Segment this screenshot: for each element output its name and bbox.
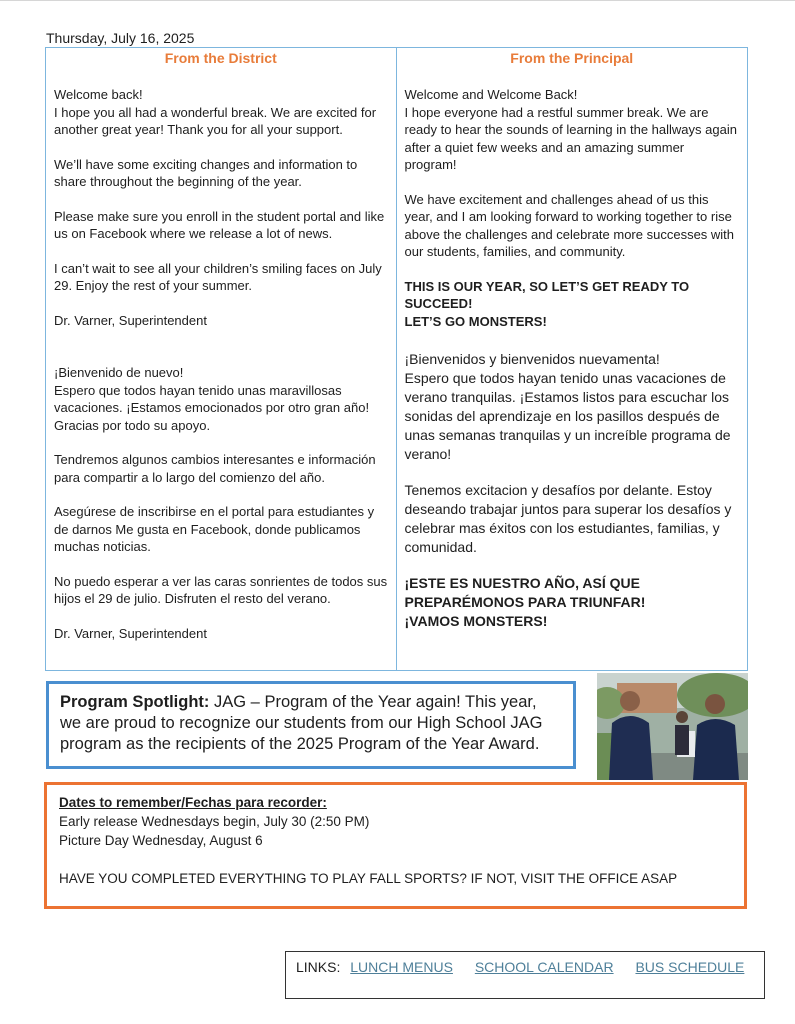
district-es-para: No puedo esperar a ver las caras sonrientes de todos sus hijos el 29 de julio. Disfruten el resto del verano. [54, 573, 388, 606]
program-spotlight [46, 681, 576, 769]
district-es-para: Tendremos algunos cambios interesantes e información para compartir a lo largo del comienzo del año. [54, 452, 376, 485]
top-rule [0, 0, 795, 1]
district-heading: From the District [164, 50, 277, 66]
district-en-para: Please make sure you enroll in the student portal and like us on Facebook where we release a lot of news. [54, 208, 385, 241]
principal-es-para: Tenemos excitacion y desafíos por delante. Estoy deseando trabajar juntos para superar los desafíos y celebrar mas éxitos con los estudiantes, familias, y comunidad. [404, 482, 732, 555]
dates-heading: Dates to remember/Fechas para recorder: [59, 795, 327, 810]
lunch-menus-link[interactable]: LUNCH MENUS [350, 959, 453, 975]
district-signature-en: Dr. Varner, Superintendent [54, 312, 207, 328]
principal-heading: From the Principal [510, 50, 634, 66]
district-es-para: Asegúrese de inscribirse en el portal para estudiantes y de darnos Me gusta en Facebook, donde publicamos muchas noticias. [54, 504, 375, 554]
newsletter-date: Thursday, July 16, 2025 [46, 30, 195, 46]
district-column [46, 48, 397, 670]
principal-column [397, 48, 748, 670]
message-columns [45, 47, 748, 671]
date-item: Early release Wednesdays begin, July 30 (2:50 PM) [59, 814, 370, 829]
district-en-para: Welcome back! I hope you all had a wonderful break. We are excited for another great year! Thank you for all your support. [54, 87, 377, 137]
district-signature-es: Dr. Varner, Superintendent [54, 625, 207, 641]
links-box [285, 951, 765, 999]
principal-motto-en: THIS IS OUR YEAR, SO LET’S GET READY TO SUCCEED! LET’S GO MONSTERS! [404, 278, 690, 329]
district-es-para: ¡Bienvenido de nuevo! Espero que todos hayan tenido unas maravillosas vacaciones. ¡Estamos emocionados por otro gran año! Gracias por todo su apoyo. [54, 365, 370, 433]
principal-es-para: ¡Bienvenidos y bienvenidos nuevamenta! Espero que todos hayan tenido unas vacaciones de verano tranquilas. ¡Estamos listos para escuchar los sonidas del aprendizaje en los pasillos después de unas semanas tranquilas y un increíble programa de verano! [404, 351, 731, 462]
principal-en-para: We have excitement and challenges ahead of us this year, and I am looking forward to working together to rise above the challenges and celebrate more successes with our students, families, and community. [404, 191, 735, 259]
principal-en-para: Welcome and Welcome Back! I hope everyone had a restful summer break. We are ready to hear the sounds of learning in the hallways again after a quiet few weeks and an amazing summer program! [404, 87, 737, 172]
dates-box [44, 782, 747, 909]
principal-motto-es: ¡ESTE ES NUESTRO AÑO, ASÍ QUE PREPARÉMONOS PARA TRIUNFAR! ¡VAMOS MONSTERS! [404, 575, 646, 629]
date-item: Picture Day Wednesday, August 6 [59, 833, 263, 848]
district-en-para: We’ll have some exciting changes and information to share throughout the beginning of the year. [54, 156, 358, 189]
bus-schedule-link[interactable]: BUS SCHEDULE [635, 959, 745, 975]
links-label: LINKS: [296, 959, 341, 975]
jag-photo [597, 673, 748, 780]
district-en-para: I can’t wait to see all your children’s smiling faces on July 29. Enjoy the rest of your summer. [54, 260, 382, 293]
sports-notice: HAVE YOU COMPLETED EVERYTHING TO PLAY FALL SPORTS? IF NOT, VISIT THE OFFICE ASAP [59, 871, 678, 886]
spotlight-text: JAG – Program of the Year again! This year, we are proud to recognize our students from our High School JAG program as the recipients of the 2025 Program of the Year Award. [60, 693, 543, 753]
spotlight-label: Program Spotlight: [60, 693, 210, 711]
school-calendar-link[interactable]: SCHOOL CALENDAR [474, 959, 614, 975]
